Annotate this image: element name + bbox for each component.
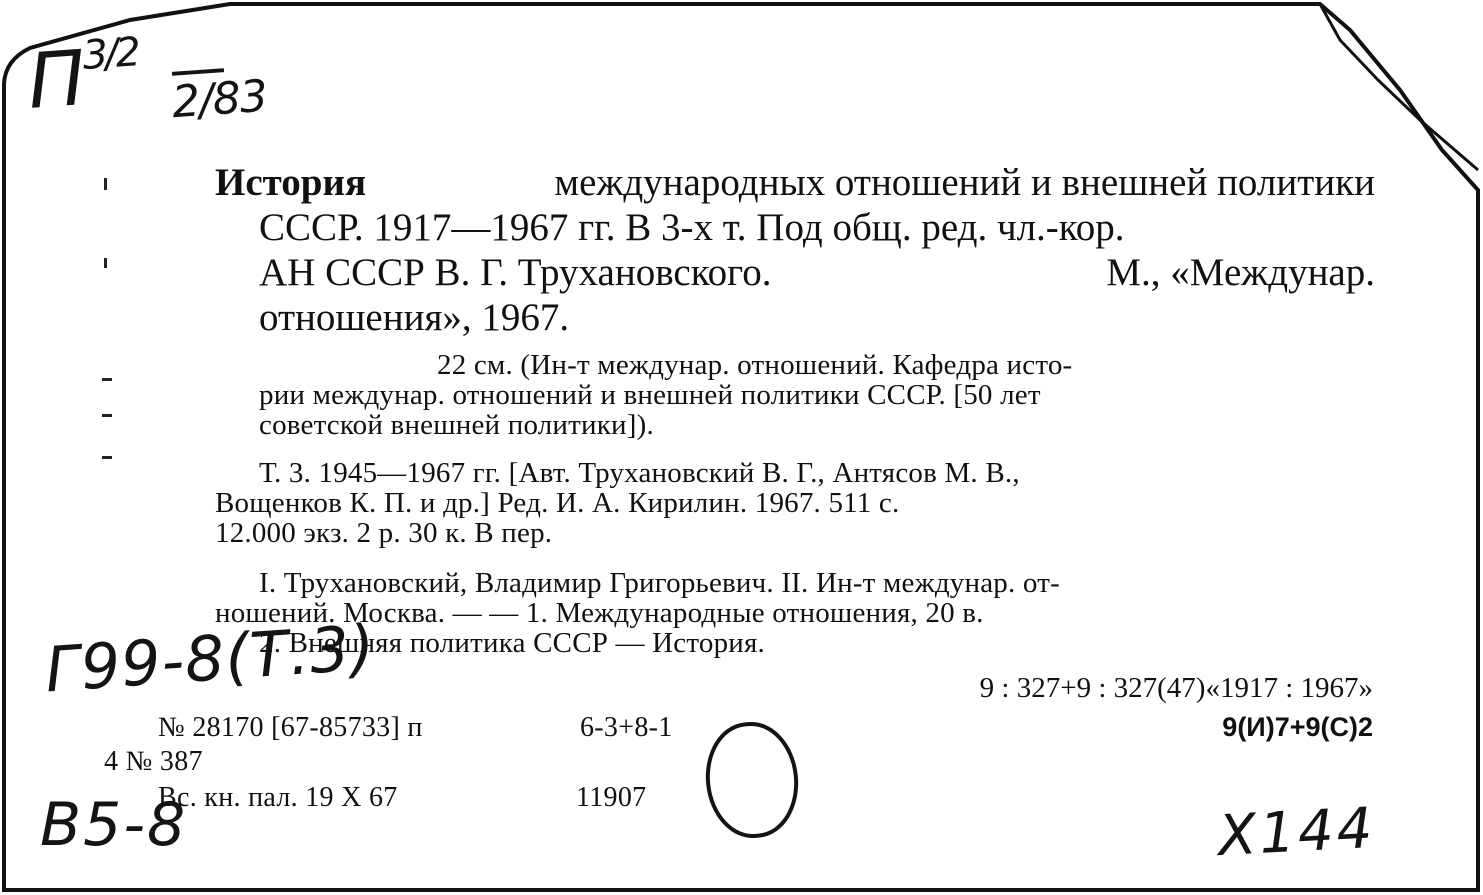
title-line-3 [259,250,1375,295]
book-chamber-line: Вс. кн. пал. 19 X 67 [158,782,398,813]
shelfmark-handwritten [24,29,142,126]
margin-code-handwritten: Г99-8(Т.3) [42,610,378,707]
price-code: 6-3+8-1 [580,712,673,743]
title-line-2 [259,205,1375,250]
bottom-right-code-handwritten: Х144 [1216,795,1377,870]
title-lead-word: История [215,161,367,204]
tracings [215,568,1375,658]
margin-tick [104,178,107,190]
title-line-1 [215,160,1375,205]
title-line-2-text: СССР. 1917—1967 гг. В 3-х т. Под общ. ред. чл.-кор. [259,206,1125,249]
series-line-2-text: рии междунар. отношений и внешней политики СССР. [50 лет [259,379,1041,411]
shelfmark-superscript: 3/2 [81,29,140,79]
series-line-3: советской внешней политики]). [259,409,654,441]
margin-tick [102,378,112,381]
series-line-2 [215,380,1375,410]
title-line-4: отношения», 1967. [259,296,570,339]
series-line-1: 22 см. (Ин-т междунар. отношений. Кафедра исто- [437,349,1073,381]
margin-tick [102,414,112,417]
margin-tick [102,456,112,459]
tracings-line-1: I. Трухановский, Владимир Григорьевич. II. Ин-т междунар. от- [259,567,1060,599]
order-line: 4 № 387 [104,746,203,777]
print-number: 11907 [576,782,647,813]
title-line-1-rest: международных отношений и внешней политики [554,161,1375,204]
title-line-3-left: АН СССР В. Г. Трухановского. [259,251,772,294]
tracings-line-3: 2. Внешняя политика СССР — История. [259,627,765,659]
card-number-line: № 28170 [67-85733] п [158,712,423,743]
tracings-line-2: ношений. Москва. — — 1. Международные отношения, 20 в. [215,597,984,629]
catalog-entry-title [215,160,1375,340]
volume-line-2: Вощенков К. П. и др.] Ред. И. А. Кирилин. 1967. 511 с. [215,487,900,519]
shelfmark-denominator: 2/83 [170,70,269,129]
bbk-code: 9(И)7+9(С)2 [1222,712,1373,742]
shelfmark-main: П [24,33,86,126]
title-line-3-right: М., «Междунар. [1106,251,1375,294]
volume-note [215,458,1375,548]
margin-tick [104,258,107,268]
volume-line-1: Т. 3. 1945—1967 гг. [Авт. Трухановский В. Г., Антясов М. В., [259,457,1020,489]
series-note [215,350,1375,440]
bottom-left-code-handwritten: В5-8 [40,790,188,860]
udc-code: 9 : 327+9 : 327(47)«1917 : 1967» [979,672,1373,704]
volume-line-3: 12.000 экз. 2 р. 30 к. В пер. [215,517,553,549]
